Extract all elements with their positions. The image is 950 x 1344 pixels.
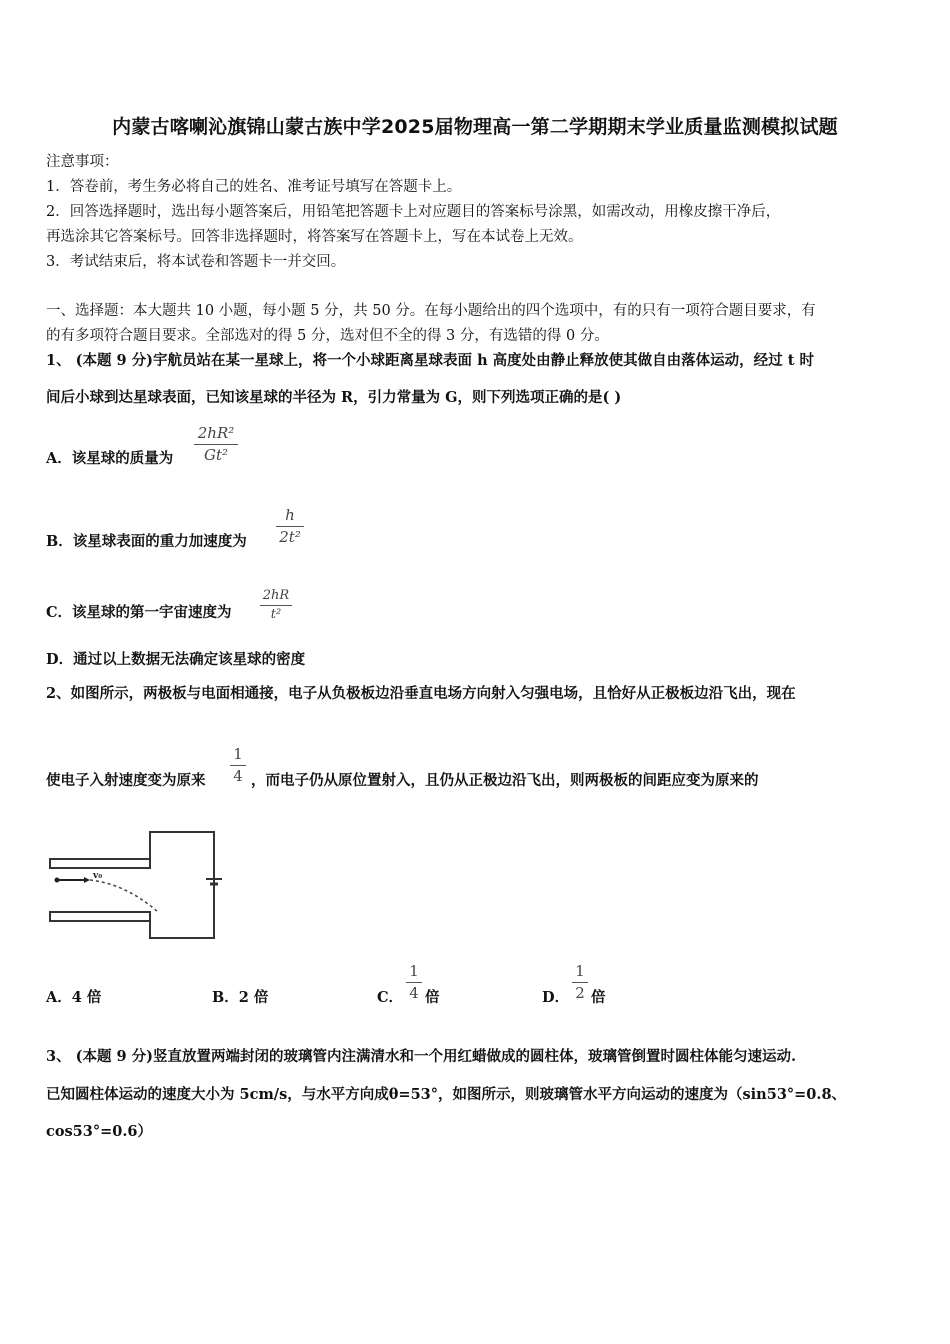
- q2-d-numerator: 1: [575, 962, 585, 980]
- q1-option-c-fraction: [260, 588, 292, 623]
- q1-stem-line-1: 1、 (本题 9 分)宇航员站在某一星球上，将一个小球距离星球表面 h 高度处由静止释放使其做自由落体运动，经过 t 时: [46, 352, 814, 369]
- q1-option-b-fraction: [276, 506, 304, 547]
- q2-option-a: A．4 倍: [46, 989, 102, 1006]
- bottom-plate: [50, 912, 150, 921]
- top-plate: [50, 859, 150, 868]
- q3-stem-line-3: cos53°=0.6）: [46, 1123, 152, 1140]
- q2-stem-numerator: 1: [233, 745, 243, 763]
- q1-stem-line-2: 间后小球到达星球表面，已知该星球的半径为 R，引力常量为 G，则下列选项正确的是( ): [46, 389, 622, 406]
- q2-option-b: B．2 倍: [212, 989, 269, 1006]
- q1-option-b: B．该星球表面的重力加速度为: [46, 533, 247, 550]
- q2-stem-line-1: 2、如图所示，两极板与电面相通接，电子从负极板边沿垂直电场方向射入匀强电场，且恰好从正极板边沿飞出，现在: [46, 685, 796, 702]
- q2-stem-line-2-post: ，而电子仍从原位置射入，且仍从正极边沿飞出，则两极板的间距应变为原来的: [251, 772, 759, 789]
- q2-stem-fraction: [230, 745, 246, 786]
- velocity-arrowhead: [84, 877, 90, 883]
- notice-heading: 注意事项：: [46, 154, 119, 170]
- q2-option-d-label: D．: [542, 989, 570, 1006]
- q1-b-denominator: 2t²: [279, 528, 301, 546]
- q1-a-denominator: Gt²: [203, 446, 229, 464]
- q2-c-numerator: 1: [409, 962, 419, 980]
- notice-item-2-cont: 再选涂其它答案标号。回答非选择题时，将答案写在答题卡上，写在本试卷上无效。: [46, 229, 583, 245]
- q1-option-c: C．该星球的第一宇宙速度为: [46, 604, 232, 621]
- notice-item-2: 2．回答选择题时，选出每小题答案后，用铅笔把答题卡上对应题目的答案标号涂黑，如需改动，用橡皮擦干净后，: [46, 204, 781, 220]
- q2-option-d-fraction: [572, 962, 588, 1003]
- q2-option-c-unit: 倍: [425, 989, 440, 1006]
- velocity-label: v₀: [93, 871, 103, 881]
- notice-item-3: 3．考试结束后，将本试卷和答题卡一并交回。: [46, 254, 346, 270]
- q2-d-denominator: 2: [575, 984, 585, 1002]
- q2-stem-line-2-pre: 使电子入射速度变为原来: [46, 772, 206, 789]
- q2-option-c-label: C．: [377, 989, 404, 1006]
- q2-option-c-fraction: [406, 962, 422, 1003]
- notice-item-1: 1．答卷前，考生务必将自己的姓名、准考证号填写在答题卡上。: [46, 179, 462, 195]
- q1-c-denominator: t²: [270, 607, 282, 622]
- q1-option-a: A．该星球的质量为: [46, 450, 174, 467]
- page-title: 内蒙古喀喇沁旗锦山蒙古族中学2025届物理高一第二学期期末学业质量监测模拟试题: [112, 116, 838, 138]
- q1-option-d: D．通过以上数据无法确定该星球的密度: [46, 651, 306, 668]
- q3-stem-line-1: 3、 (本题 9 分)竖直放置两端封闭的玻璃管内注满清水和一个用红蜡做成的圆柱体，玻璃管倒置时圆柱体能匀速运动.: [46, 1048, 797, 1065]
- circuit-wire: [150, 832, 214, 938]
- q3-stem-line-2: 已知圆柱体运动的速度大小为 5cm/s，与水平方向成θ=53°，如图所示，则玻璃管水平方向运动的速度为（sin53°=0.8、: [46, 1086, 847, 1103]
- q1-c-numerator: 2hR: [262, 588, 290, 603]
- q2-stem-denominator: 4: [233, 767, 243, 785]
- electron-trajectory: [90, 880, 158, 912]
- section-instruction-2: 的有多项符合题目要求。全部选对的得 5 分，选对但不全的得 3 分，有选错的得 0 分。: [46, 328, 609, 344]
- q1-a-numerator: 2hR²: [197, 424, 235, 442]
- q2-option-d-unit: 倍: [591, 989, 606, 1006]
- section-instruction-1: 一、选择题：本大题共 10 小题，每小题 5 分，共 50 分。在每小题给出的四个选项中，有的只有一项符合题目要求，有: [46, 303, 816, 319]
- q2-c-denominator: 4: [409, 984, 419, 1002]
- q1-b-numerator: h: [285, 506, 295, 524]
- q2-capacitor-diagram: [46, 826, 226, 944]
- q1-option-a-fraction: [194, 424, 238, 465]
